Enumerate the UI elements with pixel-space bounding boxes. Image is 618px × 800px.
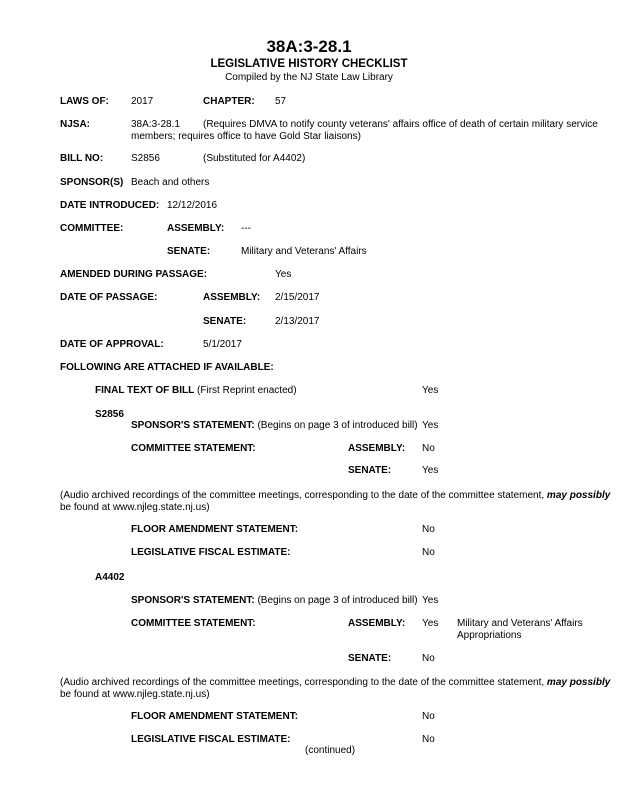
audio-note-1-text: (Audio archived recordings of the committee meetings, corresponding to the date of the committee statement, <box>60 490 547 501</box>
a4402-fiscal-estimate-value: No <box>422 734 435 745</box>
audio-note-2-emphasis: may possibly <box>546 677 611 688</box>
a4402-committee-assembly-value: Yes <box>422 618 439 629</box>
audio-note-2-line1 <box>60 677 610 689</box>
s2856-committee-senate-label: SENATE: <box>348 465 392 476</box>
compiled-by: Compiled by the NJ State Law Library <box>225 72 393 83</box>
final-text-value: Yes <box>422 385 439 396</box>
laws-of-label: LAWS OF: <box>60 96 109 107</box>
bill-no-label: BILL NO: <box>60 153 104 164</box>
attached-heading: FOLLOWING ARE ATTACHED IF AVAILABLE: <box>60 362 274 373</box>
audio-note-1-line2: be found at www.njleg.state.nj.us) <box>60 502 210 513</box>
s2856-sponsor-statement-label: SPONSOR'S STATEMENT: <box>131 420 255 431</box>
passage-assembly-value: 2/15/2017 <box>275 292 320 303</box>
a4402-committee-statement-label: COMMITTEE STATEMENT: <box>131 618 256 629</box>
approval-value: 5/1/2017 <box>203 339 242 350</box>
njsa-value: 38A:3-28.1 <box>131 119 180 130</box>
a4402-sponsor-statement-value: Yes <box>422 595 439 606</box>
s2856-committee-assembly-label: ASSEMBLY: <box>348 443 406 454</box>
a4402-committee-assembly-label: ASSEMBLY: <box>348 618 406 629</box>
sponsors-value: Beach and others <box>131 177 210 188</box>
njsa-description-line1: (Requires DMVA to notify county veterans' affairs office of death of certain military service <box>203 119 598 130</box>
chapter-value: 57 <box>275 96 287 107</box>
a4402-sponsor-statement-row <box>131 595 418 607</box>
amended-value: Yes <box>275 269 292 280</box>
audio-note-1-emphasis: may possibly <box>546 490 611 501</box>
s2856-sponsor-statement-row <box>131 420 418 432</box>
page-subtitle: LEGISLATIVE HISTORY CHECKLIST <box>210 58 408 70</box>
s2856-committee-senate-value: Yes <box>422 465 439 476</box>
amended-label: AMENDED DURING PASSAGE: <box>60 269 208 280</box>
audio-note-2-line2: be found at www.njleg.state.nj.us) <box>60 689 210 700</box>
a4402-floor-amendment-value: No <box>422 711 435 722</box>
a4402-assembly-committee-1: Military and Veterans' Affairs <box>457 618 583 629</box>
committee-assembly-value: --- <box>241 223 251 234</box>
chapter-label: CHAPTER: <box>203 96 255 107</box>
a4402-floor-amendment-label: FLOOR AMENDMENT STATEMENT: <box>131 711 299 722</box>
approval-label: DATE OF APPROVAL: <box>60 339 164 350</box>
continued-note: (continued) <box>305 745 356 756</box>
a4402-fiscal-estimate-label: LEGISLATIVE FISCAL ESTIMATE: <box>131 734 291 745</box>
s2856-heading: S2856 <box>95 409 124 420</box>
a4402-heading: A4402 <box>95 572 125 583</box>
passage-senate-label: SENATE: <box>203 316 247 327</box>
page-title: 38A:3-28.1 <box>266 37 352 56</box>
committee-senate-value: Military and Veterans' Affairs <box>241 246 367 257</box>
date-introduced-label: DATE INTRODUCED: <box>60 200 160 211</box>
bill-no-note: (Substituted for A4402) <box>203 153 306 164</box>
passage-senate-value: 2/13/2017 <box>275 316 320 327</box>
s2856-floor-amendment-value: No <box>422 524 435 535</box>
sponsors-label: SPONSOR(S) <box>60 177 124 188</box>
a4402-committee-senate-label: SENATE: <box>348 653 392 664</box>
s2856-fiscal-estimate-label: LEGISLATIVE FISCAL ESTIMATE: <box>131 547 291 558</box>
final-text-note: (First Reprint enacted) <box>197 385 297 396</box>
a4402-committee-senate-value: No <box>422 653 435 664</box>
audio-note-2-text: (Audio archived recordings of the committee meetings, corresponding to the date of the committee statement, <box>60 677 547 688</box>
s2856-committee-assembly-value: No <box>422 443 435 454</box>
s2856-floor-amendment-label: FLOOR AMENDMENT STATEMENT: <box>131 524 299 535</box>
committee-senate-label: SENATE: <box>167 246 211 257</box>
a4402-sponsor-statement-note: (Begins on page 3 of introduced bill) <box>257 595 418 606</box>
s2856-sponsor-statement-value: Yes <box>422 420 439 431</box>
njsa-label: NJSA: <box>60 119 91 130</box>
a4402-sponsor-statement-label: SPONSOR'S STATEMENT: <box>131 595 255 606</box>
bill-no-value: S2856 <box>131 153 160 164</box>
final-text-label: FINAL TEXT OF BILL <box>95 385 195 396</box>
final-text-row <box>95 385 297 397</box>
passage-assembly-label: ASSEMBLY: <box>203 292 261 303</box>
committee-label: COMMITTEE: <box>60 223 124 234</box>
laws-of-value: 2017 <box>131 96 154 107</box>
audio-note-1-line1 <box>60 490 610 502</box>
date-introduced-value: 12/12/2016 <box>167 200 218 211</box>
njsa-description-line2: members; requires office to have Gold Star liaisons) <box>131 131 361 142</box>
s2856-committee-statement-label: COMMITTEE STATEMENT: <box>131 443 256 454</box>
a4402-assembly-committee-2: Appropriations <box>457 630 522 641</box>
passage-label: DATE OF PASSAGE: <box>60 292 158 303</box>
committee-assembly-label: ASSEMBLY: <box>167 223 225 234</box>
s2856-sponsor-statement-note: (Begins on page 3 of introduced bill) <box>257 420 418 431</box>
s2856-fiscal-estimate-value: No <box>422 547 435 558</box>
